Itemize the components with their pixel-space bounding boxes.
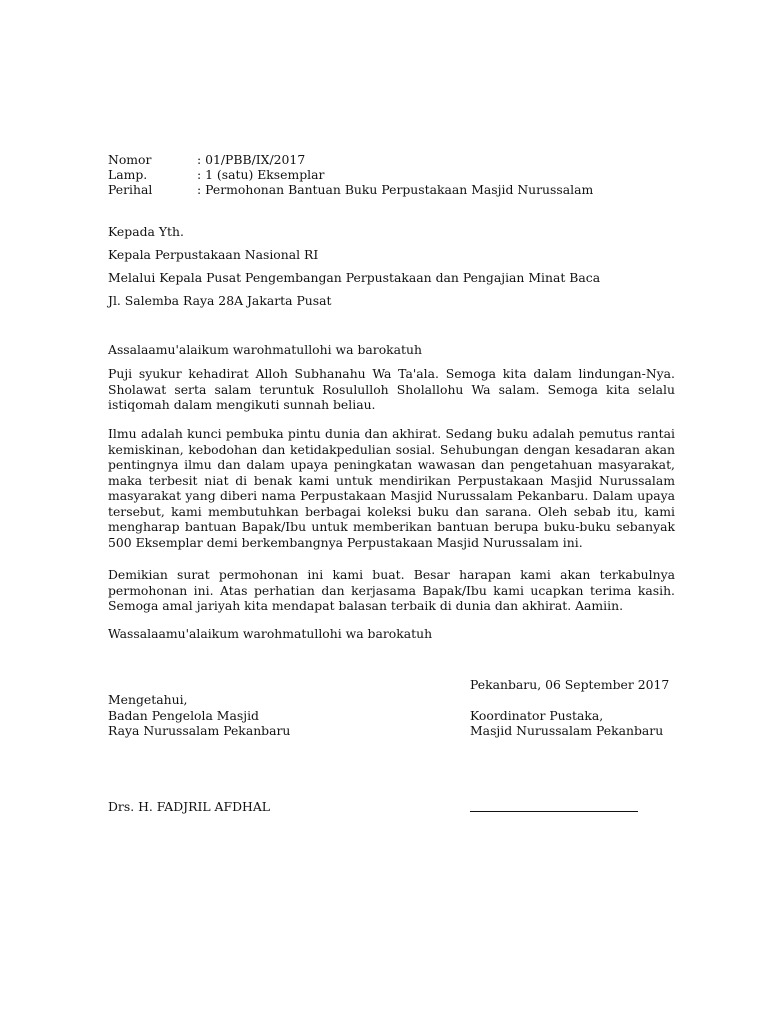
paragraph-2: Ilmu adalah kunci pembuka pintu dunia dan akhirat. Sedang buku adalah pemutus rantai kemiskinan, kebodohan dan ketidakpedulian sosial. Sehubungan dengan kesadaran akan pentingnya ilmu dan dalam upaya peningkatan wawasan dan pengetahuan masyarakat, maka terbesit niat di benak kami untuk mendirikan Perpustakaan Masjid Nurussalam masyarakat yang diberi nama Perpustakaan Masjid Nurussalam Pekanbaru. Dalam upaya tersebut, kami membutuhkan berbagai koleksi buku dan sarana. Oleh sebab itu, kami mengharap bantuan Bapak/Ibu untuk memberikan bantuan berupa buku-buku sebanyak 500 Eksemplar demi berkembangnya Perpustakaan Masjid Nurussalam ini. [108,426,675,550]
paragraph-1: Puji syukur kehadirat Alloh Subhanahu Wa Ta'ala. Semoga kita dalam lindungan-Nya. Sholawat serta salam teruntuk Rosululloh Sholallohu Wa salam. Semoga kita selalu istiqomah dalam mengikuti sunnah beliau. [108,366,675,412]
place-date: Pekanbaru, 06 September 2017 [470,677,670,692]
paragraph-3: Demikian surat permohonan ini kami buat. Besar harapan kami akan terkabulnya permohonan ini. Atas perhatian dan kerjasama Bapak/Ibu kami ucapkan terima kasih. Semoga amal jariyah kita mendapat balasan terbaik di dunia dan akhirat. Aamiin. [108,567,675,613]
nomor-label: Nomor [108,152,152,167]
recipient-address: Jl. Salemba Raya 28A Jakarta Pusat [108,293,332,308]
right-sign-line-1: Koordinator Pustaka, [470,708,604,723]
right-signature-line [470,811,638,812]
nomor-value: : 01/PBB/IX/2017 [197,152,306,167]
closing-greeting: Wassalaamu'alaikum warohmatullohi wa barokatuh [108,626,433,641]
left-signatory-name: Drs. H. FADJRIL AFDHAL [108,799,270,814]
recipient-line-2: Melalui Kepala Pusat Pengembangan Perpustakaan dan Pengajian Minat Baca [108,270,601,285]
recipient-salutation: Kepada Yth. [108,224,184,239]
opening-greeting: Assalaamu'alaikum warohmatullohi wa barokatuh [108,342,422,357]
left-sign-line-2: Badan Pengelola Masjid [108,708,259,723]
left-sign-line-3: Raya Nurussalam Pekanbaru [108,723,291,738]
left-sign-line-1: Mengetahui, [108,692,188,707]
perihal-label: Perihal [108,182,153,197]
perihal-value: : Permohonan Bantuan Buku Perpustakaan Masjid Nurussalam [197,182,594,197]
lamp-value: : 1 (satu) Eksemplar [197,167,325,182]
lamp-label: Lamp. [108,167,148,182]
recipient-line-1: Kepala Perpustakaan Nasional RI [108,247,319,262]
right-sign-line-2: Masjid Nurussalam Pekanbaru [470,723,664,738]
